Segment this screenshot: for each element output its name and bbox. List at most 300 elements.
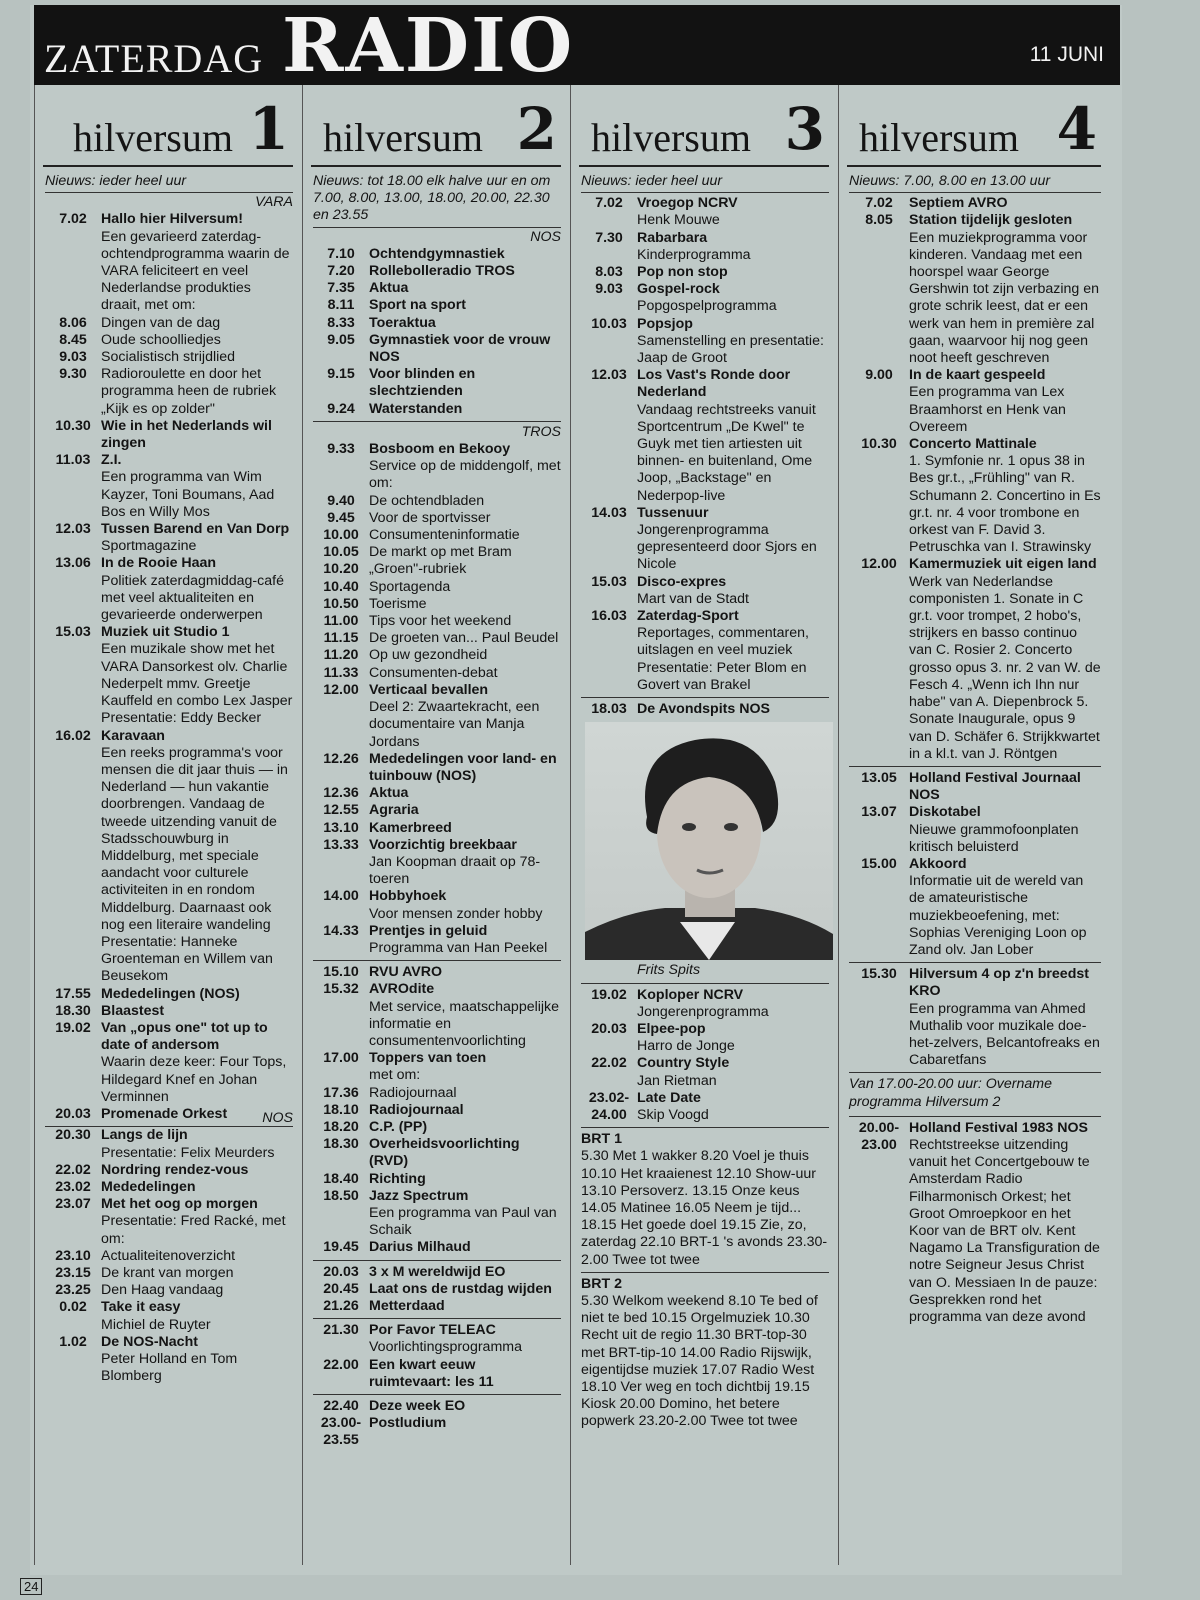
list-item bbox=[45, 366, 293, 418]
program bbox=[369, 1281, 561, 1298]
program bbox=[909, 856, 1101, 959]
program bbox=[369, 837, 561, 889]
program-title: Kamerbreed bbox=[369, 819, 452, 836]
broadcaster-label: TROS bbox=[521, 423, 561, 440]
program bbox=[101, 1248, 293, 1265]
list-item: 18.03 De Avondspits NOS bbox=[591, 701, 770, 718]
program-description: Jongerenprogramma gepresenteerd door Sjors en Nicole bbox=[637, 522, 817, 573]
program-title: Rollebolleradio TROS bbox=[369, 263, 515, 280]
news-note: Nieuws: tot 18.00 elk halve uur en om 7.00, 8.00, 13.00, 18.00, 20.00, 22.30 en 23.55 bbox=[313, 173, 561, 228]
time: 8.03 bbox=[595, 264, 623, 281]
program bbox=[101, 986, 293, 1003]
time: 18.20 bbox=[323, 1118, 359, 1135]
list-item bbox=[313, 510, 561, 527]
program-description: Toerisme bbox=[369, 595, 427, 612]
list-item bbox=[313, 493, 561, 510]
program-description: Henk Mouwe bbox=[637, 212, 720, 229]
program-title: Prentjes in geluid bbox=[369, 922, 488, 939]
program bbox=[369, 579, 561, 596]
takeover-note: Van 17.00-20.00 uur: Overname programma Hilversum 2 bbox=[849, 1076, 1052, 1110]
program-title: Toeraktua bbox=[369, 314, 436, 331]
time: 7.35 bbox=[327, 280, 355, 297]
program-description: Een gevarieerd zaterdag-ochtendprogramma waarin de VARA feliciteert en veel Nederlandse produkties draait, met om: bbox=[101, 228, 290, 314]
list-item bbox=[313, 246, 561, 263]
program-description: Een programma van Paul van Schaik bbox=[369, 1204, 557, 1239]
program-title: Promenade Orkest bbox=[101, 1105, 228, 1122]
list-item bbox=[313, 579, 561, 596]
program-title: Holland Festival Journaal NOS bbox=[909, 769, 1081, 804]
list-item bbox=[581, 281, 829, 315]
program-title: De NOS-Nacht bbox=[101, 1333, 198, 1350]
time: 16.02 bbox=[55, 727, 91, 744]
time: 21.30 bbox=[323, 1322, 359, 1339]
time: 11.03 bbox=[55, 452, 91, 469]
list-item bbox=[581, 505, 829, 574]
program bbox=[101, 728, 293, 986]
program bbox=[909, 770, 1101, 804]
program-title: Elpee-pop bbox=[637, 1020, 706, 1037]
program-description: Consumenten-debat bbox=[369, 664, 498, 681]
brt1-title: BRT 1 bbox=[581, 1131, 622, 1148]
list-item bbox=[313, 280, 561, 297]
time: 13.06 bbox=[55, 555, 91, 572]
program-title: Radiojournaal bbox=[369, 1101, 464, 1118]
program-title: Los Vast's Ronde door Nederland bbox=[637, 367, 791, 401]
list-item bbox=[581, 195, 829, 229]
program bbox=[369, 527, 561, 544]
time: 0.02 bbox=[59, 1299, 87, 1316]
list-item bbox=[581, 987, 829, 1021]
list-item bbox=[581, 1021, 829, 1055]
program bbox=[369, 1188, 561, 1240]
page-number: 24 bbox=[20, 1578, 42, 1595]
list-item bbox=[45, 332, 293, 349]
program bbox=[369, 820, 561, 837]
program bbox=[101, 1179, 293, 1196]
program-description: Skip Voogd bbox=[637, 1106, 709, 1123]
program bbox=[637, 574, 829, 608]
list-item bbox=[313, 1298, 561, 1315]
program bbox=[637, 281, 829, 315]
list-item bbox=[45, 315, 293, 332]
program-title: Mededelingen voor land- en tuinbouw (NOS) bbox=[369, 750, 557, 784]
program bbox=[637, 230, 829, 264]
program bbox=[369, 1171, 561, 1188]
time: 15.10 bbox=[323, 964, 359, 981]
program bbox=[101, 1003, 293, 1020]
program bbox=[637, 608, 829, 694]
list-item bbox=[313, 802, 561, 819]
program bbox=[101, 1196, 293, 1248]
time: 19.02 bbox=[591, 986, 627, 1003]
time: 23.00-23.55 bbox=[320, 1415, 362, 1449]
program bbox=[369, 246, 561, 263]
program-description: Een muziekprogramma voor kinderen. Vandaag met een hoorspel waar George Gershwin tot zijn verbazing en grote schrik leest, dat er een werk van hem in première zal gaan, waarvoor hij nog geen noot heeft geschreven bbox=[909, 229, 1100, 367]
list-item bbox=[313, 1085, 561, 1102]
time: 20.30 bbox=[55, 1127, 91, 1144]
station-name: hilversum bbox=[73, 115, 233, 160]
program-description: Peter Holland en Tom Blomberg bbox=[101, 1351, 238, 1385]
program bbox=[369, 647, 561, 664]
program bbox=[369, 923, 561, 957]
time: 7.02 bbox=[59, 211, 87, 228]
program-title: Nordring rendez-vous bbox=[101, 1161, 249, 1178]
program-title: Aktua bbox=[369, 280, 409, 297]
program bbox=[101, 1299, 293, 1333]
program-description: Programma van Han Peekel bbox=[369, 939, 548, 956]
time: 17.36 bbox=[323, 1084, 359, 1101]
list-item bbox=[45, 555, 293, 624]
program-title: 3 x M wereldwijd EO bbox=[369, 1263, 506, 1280]
time: 11.33 bbox=[323, 664, 359, 681]
program bbox=[369, 1298, 561, 1315]
list-item bbox=[313, 751, 561, 785]
program bbox=[101, 452, 293, 521]
program-title: Rabarbara bbox=[637, 229, 708, 246]
time: 9.03 bbox=[595, 281, 623, 298]
program-title: Muziek uit Studio 1 bbox=[101, 624, 230, 641]
time: 9.33 bbox=[327, 441, 355, 458]
time: 10.05 bbox=[323, 544, 359, 561]
masthead-date: 11 JUNI bbox=[1029, 43, 1104, 66]
list-item bbox=[313, 1119, 561, 1136]
program bbox=[369, 630, 561, 647]
program-description: Voor de sportvisser bbox=[369, 509, 491, 526]
list-item bbox=[581, 1090, 829, 1124]
masthead-day: ZATERDAG bbox=[44, 36, 264, 81]
program bbox=[369, 263, 561, 280]
program-description: Radiojournaal bbox=[369, 1084, 457, 1101]
program-description: Oude schoolliedjes bbox=[101, 331, 221, 348]
program-title: Overheidsvoorlichting (RVD) bbox=[369, 1136, 520, 1170]
program-title: Metterdaad bbox=[369, 1298, 445, 1314]
time: 10.30 bbox=[861, 436, 897, 453]
program-title: Gospel-rock bbox=[637, 281, 720, 298]
time: 12.55 bbox=[323, 802, 359, 819]
program bbox=[369, 613, 561, 630]
program-title: Richting bbox=[369, 1170, 426, 1187]
list-item bbox=[45, 1196, 293, 1248]
list-item bbox=[45, 1282, 293, 1299]
program-description: Een programma van Wim Kayzer, Toni Boumans, Aad Bos en Willy Mos bbox=[101, 469, 275, 520]
station-number: 1 bbox=[248, 95, 289, 163]
program-description: Sportagenda bbox=[369, 578, 451, 595]
program-description: Jan Rietman bbox=[637, 1072, 717, 1089]
list-item bbox=[45, 1179, 293, 1196]
list-item bbox=[313, 315, 561, 332]
program bbox=[369, 1136, 561, 1170]
program-description: De krant van morgen bbox=[101, 1265, 234, 1281]
program-description: Voorlichtingsprogramma bbox=[369, 1339, 522, 1356]
program-title: Deze week EO bbox=[369, 1398, 466, 1415]
list-item bbox=[313, 561, 561, 578]
program bbox=[909, 195, 1101, 212]
column-hilversum-2 bbox=[302, 85, 569, 1565]
list-item bbox=[45, 1020, 293, 1106]
program bbox=[637, 1021, 829, 1055]
program-description: Reportages, commentaren, uitslagen en veel muziek Presentatie: Peter Blom en Govert van Brakel bbox=[637, 625, 809, 693]
list-item bbox=[313, 1264, 561, 1281]
time: 20.00-23.00 bbox=[858, 1119, 900, 1153]
program-description: Presentatie: Felix Meurders bbox=[101, 1144, 275, 1161]
program-title: Met het oog op morgen bbox=[101, 1196, 258, 1213]
list-item bbox=[313, 297, 561, 314]
list-item bbox=[581, 367, 829, 505]
time: 23.15 bbox=[55, 1265, 91, 1281]
time: 8.45 bbox=[59, 331, 87, 348]
program-description: Popgospelprogramma bbox=[637, 298, 777, 315]
program bbox=[637, 195, 829, 229]
program bbox=[101, 1162, 293, 1179]
program-description: Een reeks programma's voor mensen die dit jaar thuis — in Nederland — hun vakantie doorbrengen. Vandaag de tweede uitzending vanuit de Stadsschouwburg in Middelburg, met speciale aandacht voor culturele activiteiten in en rondom Middelburg. Daarnaast ook nog een literaire wandeling Presentatie: Hanneke Groenteman en Willem van Beusekom bbox=[101, 744, 288, 985]
time: 14.03 bbox=[591, 504, 627, 521]
program bbox=[637, 1055, 829, 1089]
time: 12.36 bbox=[323, 785, 359, 802]
program bbox=[369, 802, 561, 819]
program bbox=[637, 1090, 829, 1124]
list-item bbox=[849, 966, 1101, 1069]
program bbox=[369, 315, 561, 332]
news-note: Nieuws: ieder heel uur bbox=[45, 173, 293, 193]
program-description: Socialistisch strijdlied bbox=[101, 349, 236, 366]
time: 7.10 bbox=[327, 245, 355, 262]
list-item bbox=[45, 452, 293, 521]
program bbox=[101, 1127, 293, 1161]
program bbox=[101, 418, 293, 452]
program bbox=[369, 964, 561, 981]
program-description: Politiek zaterdagmiddag-café met veel aktualiteiten en gevarieerde onderwerpen bbox=[101, 572, 284, 624]
program bbox=[101, 555, 293, 624]
time: 23.07 bbox=[55, 1196, 91, 1213]
program-title: Holland Festival 1983 NOS bbox=[909, 1119, 1088, 1136]
program bbox=[909, 804, 1101, 856]
time: 13.10 bbox=[323, 819, 359, 836]
program-description: Jan Koopman draait op 78-toeren bbox=[369, 853, 541, 888]
list-item bbox=[45, 521, 293, 555]
program-title: Diskotabel bbox=[909, 804, 981, 821]
time: 10.30 bbox=[55, 417, 91, 434]
time: 17.00 bbox=[323, 1050, 359, 1067]
program-description: Op uw gezondheid bbox=[369, 647, 488, 664]
list-item bbox=[313, 332, 561, 366]
program-description: Sportmagazine bbox=[101, 538, 197, 555]
program-title: Waterstanden bbox=[369, 400, 463, 417]
time: 13.07 bbox=[861, 804, 897, 821]
list-item bbox=[313, 1188, 561, 1240]
program-title: Tussenuur bbox=[637, 504, 709, 521]
program-description: Mart van de Stadt bbox=[637, 590, 749, 607]
program-description: De ochtendbladen bbox=[369, 492, 485, 509]
list-item bbox=[313, 630, 561, 647]
list-item bbox=[313, 1398, 561, 1415]
program-title: Darius Milhaud bbox=[369, 1239, 471, 1256]
program bbox=[369, 366, 561, 400]
program-description: Waarin deze keer: Four Tops, Hildegard Knef en Johan Verminnen bbox=[101, 1054, 287, 1105]
list-item bbox=[313, 785, 561, 802]
program-description: 1. Symfonie nr. 1 opus 38 in Bes gr.t., „Frühling" van R. Schumann 2. Concertino in Es gr.t. nr. 4 voor trombone en orkest van F. David 3. Petruschka van I. Strawinsky bbox=[909, 453, 1101, 556]
program-description: Michiel de Ruyter bbox=[101, 1316, 211, 1333]
page bbox=[30, 5, 1122, 1575]
program-title: Concerto Mattinale bbox=[909, 436, 1037, 453]
program-description: Presentatie: Fred Racké, met om: bbox=[101, 1213, 286, 1247]
time: 9.03 bbox=[59, 349, 87, 366]
brt1-schedule: 5.30 Met 1 wakker 8.20 Voel je thuis 10.10 Het kraaienest 12.10 Show-uur 13.10 Persoverz. 13.15 Onze keus 14.05 Matinee 16.05 Neem je tijd... 18.15 Het goede doel 19.15 Zie, zo, zaterdag 22.10 BRT-1 's avonds 23.30-2.00 Twee tot twee bbox=[581, 1148, 828, 1268]
program-description: Samenstelling en presentatie: Jaap de Groot bbox=[637, 332, 824, 367]
program bbox=[369, 1322, 561, 1356]
program bbox=[369, 785, 561, 802]
list-item bbox=[313, 888, 561, 922]
time: 12.00 bbox=[861, 556, 897, 573]
program-title: Blaastest bbox=[101, 1002, 165, 1019]
program bbox=[101, 1265, 293, 1282]
program-title: RVU AVRO bbox=[369, 964, 443, 981]
portrait-photo bbox=[585, 722, 833, 960]
list-item bbox=[45, 986, 293, 1003]
brt2-title: BRT 2 bbox=[581, 1275, 622, 1292]
program bbox=[369, 280, 561, 297]
program bbox=[101, 624, 293, 727]
list-item bbox=[45, 418, 293, 452]
time: 12.03 bbox=[55, 521, 91, 538]
program-title: Hallo hier Hilversum! bbox=[101, 211, 243, 228]
list-item bbox=[45, 211, 293, 314]
program-title: Late Date bbox=[637, 1089, 701, 1106]
broadcaster-label: VARA bbox=[255, 194, 293, 211]
program-title: Verticaal bevallen bbox=[369, 681, 489, 698]
time: 11.00 bbox=[323, 613, 359, 630]
program bbox=[369, 1102, 561, 1119]
program bbox=[369, 888, 561, 922]
time: 22.40 bbox=[323, 1398, 359, 1415]
program-description: Jongerenprogramma bbox=[637, 1003, 769, 1020]
program-title: Toppers van toen bbox=[369, 1050, 487, 1067]
time: 9.45 bbox=[327, 509, 355, 526]
station-number: 4 bbox=[1056, 95, 1097, 163]
time: 8.11 bbox=[327, 297, 355, 314]
time: 13.33 bbox=[323, 836, 359, 853]
time: 9.24 bbox=[327, 400, 355, 417]
program bbox=[637, 316, 829, 368]
program-title: Hobbyhoek bbox=[369, 888, 447, 905]
time: 22.00 bbox=[323, 1356, 359, 1373]
program-title: Popsjop bbox=[637, 315, 693, 332]
time: 9.40 bbox=[327, 492, 355, 509]
list-item bbox=[45, 1265, 293, 1282]
list-item bbox=[313, 1102, 561, 1119]
news-note: Nieuws: ieder heel uur bbox=[581, 173, 829, 193]
list-item bbox=[313, 596, 561, 613]
column-hilversum-4 bbox=[838, 85, 1109, 1565]
program bbox=[909, 367, 1101, 436]
list-item bbox=[45, 1106, 293, 1123]
program bbox=[369, 1398, 561, 1415]
program-description: Consumenteninformatie bbox=[369, 527, 520, 544]
program-description: Informatie uit de wereld van de amateuristische muziekbeoefening, met: Sophias Vereniging Loon op Zand olv. Jan Lober bbox=[909, 873, 1087, 958]
time: 9.15 bbox=[327, 366, 355, 383]
program bbox=[637, 505, 829, 574]
program bbox=[101, 315, 293, 332]
time: 15.03 bbox=[591, 573, 627, 590]
time: 11.15 bbox=[323, 630, 359, 647]
list-item bbox=[313, 820, 561, 837]
program-title: Zaterdag-Sport bbox=[637, 608, 739, 625]
time: 12.03 bbox=[591, 367, 627, 384]
program bbox=[101, 1020, 293, 1106]
program bbox=[369, 441, 561, 493]
program-title: Langs de lijn bbox=[101, 1127, 188, 1144]
program-title: Voor blinden en slechtzienden bbox=[369, 366, 476, 400]
time: 23.02 bbox=[55, 1178, 91, 1195]
time: 23.02-24.00 bbox=[588, 1089, 630, 1123]
time: 20.03 bbox=[323, 1263, 359, 1280]
program-title: Country Style bbox=[637, 1055, 730, 1072]
program-title: Kamermuziek uit eigen land bbox=[909, 556, 1097, 573]
station-number: 2 bbox=[516, 95, 557, 163]
time: 7.02 bbox=[865, 195, 893, 212]
time: 15.03 bbox=[55, 624, 91, 641]
program bbox=[637, 987, 829, 1021]
program-title: Take it easy bbox=[101, 1299, 181, 1316]
program-description: De groeten van... Paul Beudel bbox=[369, 630, 559, 647]
program-description: Rechtstreekse uitzending vanuit het Concertgebouw te Amsterdam Radio Filharmonisch Orkest; het Groot Omroepkoor en het Koor van de BRT olv. Kent Nagamo La Transfiguration de notre Seigneur Jesus Christ van O. Messiaen In de pauze: Gesprekken rond het programma van deze avond bbox=[909, 1136, 1100, 1325]
list-item bbox=[849, 195, 1101, 212]
time: 20.03 bbox=[55, 1105, 91, 1122]
list-item bbox=[313, 665, 561, 682]
program bbox=[909, 436, 1101, 556]
list-item bbox=[849, 556, 1101, 762]
program-title: Pop non stop bbox=[637, 264, 728, 281]
program-description: Werk van Nederlandse componisten 1. Sonate in C gr.t. voor trompet, 2 hobo's, strijkers en basso continuo van C. Rosier 2. Concerto grosso opus 3. nr. 2 van W. de Fesch 4. „Wenn ich Ihn nur habe" van A. Diepenbrock 5. Sonate Inaugurale, opus 9 van D. Schäfer 6. Strijkkwartet in a kl.t. van J. Röntgen bbox=[909, 573, 1101, 762]
list-item bbox=[849, 436, 1101, 556]
program bbox=[101, 349, 293, 366]
time: 12.26 bbox=[323, 750, 359, 767]
list-item bbox=[313, 401, 561, 418]
program-description: Een programma van Ahmed Muthalib voor muzikale doe-het-zelvers, Belcantofreaks en Cabaretfans bbox=[909, 1000, 1100, 1069]
program-description: Met service, maatschappelijke informatie en consumentenvoorlichting bbox=[369, 998, 560, 1049]
program-description: met om: bbox=[369, 1067, 421, 1084]
program bbox=[369, 1415, 561, 1449]
station-name: hilversum bbox=[859, 115, 1019, 160]
program-description: Vandaag rechtstreeks vanuit Sportcentrum „De Kwel" te Guyk met tien artiesten uit binnen- en buitenland, Ome Joop, „Backstage" en Nederpop-live bbox=[637, 401, 816, 504]
list-item bbox=[313, 1415, 561, 1449]
list-item bbox=[45, 1162, 293, 1179]
list-item bbox=[45, 728, 293, 986]
program-title: Septiem AVRO bbox=[909, 195, 1008, 212]
program-title: Bosboom en Bekooy bbox=[369, 441, 511, 458]
time: 13.05 bbox=[861, 769, 897, 786]
program-title: C.P. (PP) bbox=[369, 1118, 428, 1135]
time: 22.02 bbox=[591, 1055, 627, 1072]
program-description: Een programma van Lex Braamhorst en Henk van Overeem bbox=[909, 384, 1066, 435]
time: 7.02 bbox=[595, 195, 623, 212]
program bbox=[369, 297, 561, 314]
program bbox=[369, 665, 561, 682]
time: 23.25 bbox=[55, 1282, 91, 1299]
program bbox=[369, 332, 561, 366]
program-title: Wie in het Nederlands wil zingen bbox=[101, 417, 272, 452]
program bbox=[369, 1119, 561, 1136]
time: 14.33 bbox=[323, 922, 359, 939]
time: 23.10 bbox=[55, 1247, 91, 1264]
list-item bbox=[45, 624, 293, 727]
time: 14.00 bbox=[323, 888, 359, 905]
program-title: Jazz Spectrum bbox=[369, 1187, 469, 1204]
list-item bbox=[313, 1136, 561, 1170]
time: 18.50 bbox=[323, 1187, 359, 1204]
time: 9.05 bbox=[327, 331, 355, 348]
time: 15.00 bbox=[861, 855, 897, 872]
program-description: De markt op met Bram bbox=[369, 544, 512, 561]
